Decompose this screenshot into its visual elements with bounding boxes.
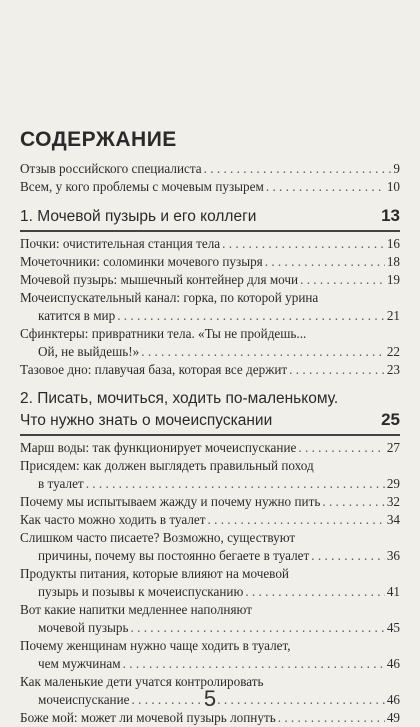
toc-entry-text: Мочеиспускательный канал: горка, по которой урина: [20, 290, 319, 305]
section-heading-line: [20, 388, 400, 409]
toc-entry-text: Сфинктеры: привратники тела. «Ты не пройдешь...: [20, 326, 307, 341]
toc-entry: [20, 253, 400, 271]
toc-page-number: 22: [386, 344, 400, 359]
section-page-number: 13: [381, 206, 400, 225]
toc-heading: СОДЕРЖАНИЕ: [20, 128, 177, 151]
dot-leader: [222, 235, 385, 253]
toc-entry-line: [20, 178, 400, 196]
toc-entry-text: Мочевой пузырь: мышечный контейнер для мочи: [20, 272, 299, 287]
toc-entry-text: Тазовое дно: плавучая база, которая все держит: [20, 362, 288, 377]
toc-entry-text: Боже мой: может ли мочевой пузырь лопнуть: [20, 710, 276, 725]
section-rule: [20, 230, 400, 232]
toc-entry-line: [20, 457, 400, 475]
toc-entry: [20, 457, 400, 493]
toc-entry-text: Почки: очистительная станция тела: [20, 236, 221, 251]
toc-front-entry: [20, 178, 400, 196]
toc-entry-line: [20, 361, 400, 379]
toc-entry-line: [20, 655, 400, 673]
dot-leader: [265, 253, 385, 271]
toc-page-number: 27: [386, 440, 400, 455]
toc-entry-text: Всем, у кого проблемы с мочевым пузырем: [20, 179, 264, 194]
toc-entry-text: Продукты питания, которые влияют на мочевой: [20, 566, 289, 581]
dot-leader: [245, 583, 384, 601]
toc-entry: [20, 493, 400, 511]
toc-page-number: 36: [386, 548, 400, 563]
toc-page-number: 32: [386, 494, 400, 509]
toc-entry-text: Почему мы испытываем жажду и почему нужно пить: [20, 494, 321, 509]
toc-page-number: 19: [386, 272, 400, 287]
toc-entry-line: [20, 325, 400, 343]
toc-entry-line: [20, 511, 400, 529]
toc-entry-line: [20, 271, 400, 289]
toc-entry-text: Марш воды: так функционирует мочеиспускание: [20, 440, 297, 455]
toc-entry: [20, 511, 400, 529]
toc-entry: [20, 289, 400, 325]
toc-page-number: 41: [386, 584, 400, 599]
dot-leader: [298, 439, 384, 457]
toc-entry: [20, 361, 400, 379]
table-of-contents: [20, 160, 400, 727]
toc-front-entry: [20, 160, 400, 178]
toc-entry-line: [20, 289, 400, 307]
dot-leader: [289, 361, 385, 379]
toc-entry-line: [20, 547, 400, 565]
toc-entry: [20, 271, 400, 289]
dot-leader: [300, 271, 385, 289]
section-page-number: 25: [381, 410, 400, 429]
toc-entry-line: [20, 475, 400, 493]
toc-entry-line: [20, 637, 400, 655]
dot-leader: [117, 307, 385, 325]
toc-entry: [20, 601, 400, 637]
toc-page-number: 49: [386, 710, 400, 725]
toc-entry: [20, 529, 400, 565]
dot-leader: [322, 493, 384, 511]
page-number: 5: [203, 686, 217, 711]
toc-entry-text: Отзыв российского специалиста: [20, 161, 202, 176]
toc-entry-line: [20, 343, 400, 361]
section-title: Что нужно знать о мочеиспускании: [20, 412, 273, 429]
dot-leader: [123, 655, 385, 673]
toc-entry-line: [20, 307, 400, 325]
toc-entry: [20, 325, 400, 361]
toc-page-number: 9: [393, 161, 400, 176]
toc-entry-text: Как маленькие дети учатся контролировать: [20, 674, 264, 689]
section-heading: [20, 205, 400, 227]
dot-leader: [131, 619, 385, 637]
dot-leader: [86, 475, 385, 493]
toc-entry-line: [20, 583, 400, 601]
section-title: 1. Мочевой пузырь и его коллеги: [20, 208, 257, 225]
toc-page-number: 45: [386, 620, 400, 635]
section-heading-line: [20, 205, 400, 227]
toc-entry-text: пузырь и позывы к мочеиспусканию: [38, 584, 244, 599]
dot-leader: [204, 160, 392, 178]
toc-entry-text: Вот какие напитки медленнее наполняют: [20, 602, 252, 617]
toc-entry-line: [20, 493, 400, 511]
toc-page-number: 23: [386, 362, 400, 377]
toc-entry-line: [20, 160, 400, 178]
dot-leader: [208, 511, 385, 529]
toc-entry-text: Мочеточники: соломинки мочевого пузыря: [20, 254, 263, 269]
toc-page-number: 46: [386, 692, 400, 707]
toc-entry-text: Ой, не выйдешь!»: [38, 344, 140, 359]
toc-entry-text: Как часто можно ходить в туалет: [20, 512, 206, 527]
toc-entry: [20, 235, 400, 253]
toc-page-number: 34: [386, 512, 400, 527]
toc-entry: [20, 439, 400, 457]
dot-leader: [141, 343, 385, 361]
toc-page-number: 16: [386, 236, 400, 251]
toc-page-number: 46: [386, 656, 400, 671]
toc-entry-line: [20, 619, 400, 637]
toc-entry-text: катится в мир: [38, 308, 116, 323]
toc-entry-line: [20, 565, 400, 583]
toc-entry-text: мочеиспускание: [38, 692, 130, 707]
toc-entry-text: чем мужчинам: [38, 656, 121, 671]
toc-entry-line: [20, 439, 400, 457]
toc-entry-line: [20, 235, 400, 253]
toc-entry-text: в туалет: [38, 476, 84, 491]
toc-page-number: 18: [386, 254, 400, 269]
section-heading-line: [20, 409, 400, 431]
section-title: 2. Писать, мочиться, ходить по-маленькому.: [20, 390, 339, 407]
toc-entry-line: [20, 253, 400, 271]
toc-entry-line: [20, 601, 400, 619]
toc-entry: [20, 637, 400, 673]
toc-entry: [20, 565, 400, 601]
section-heading: [20, 388, 400, 431]
toc-entry-text: Присядем: как должен выглядеть правильный поход: [20, 458, 314, 473]
toc-page-number: 29: [386, 476, 400, 491]
toc-entry-text: Слишком часто писаете? Возможно, существуют: [20, 530, 296, 545]
dot-leader: [266, 178, 385, 196]
dot-leader: [311, 547, 385, 565]
toc-page-number: 21: [386, 308, 400, 323]
toc-page-number: 10: [386, 179, 400, 194]
toc-entry-text: мочевой пузырь: [38, 620, 129, 635]
toc-entry-text: Почему женщинам нужно чаще ходить в туалет,: [20, 638, 291, 653]
toc-entry-text: причины, почему вы постоянно бегаете в туалет: [38, 548, 310, 563]
section-rule: [20, 434, 400, 436]
toc-entry-line: [20, 529, 400, 547]
